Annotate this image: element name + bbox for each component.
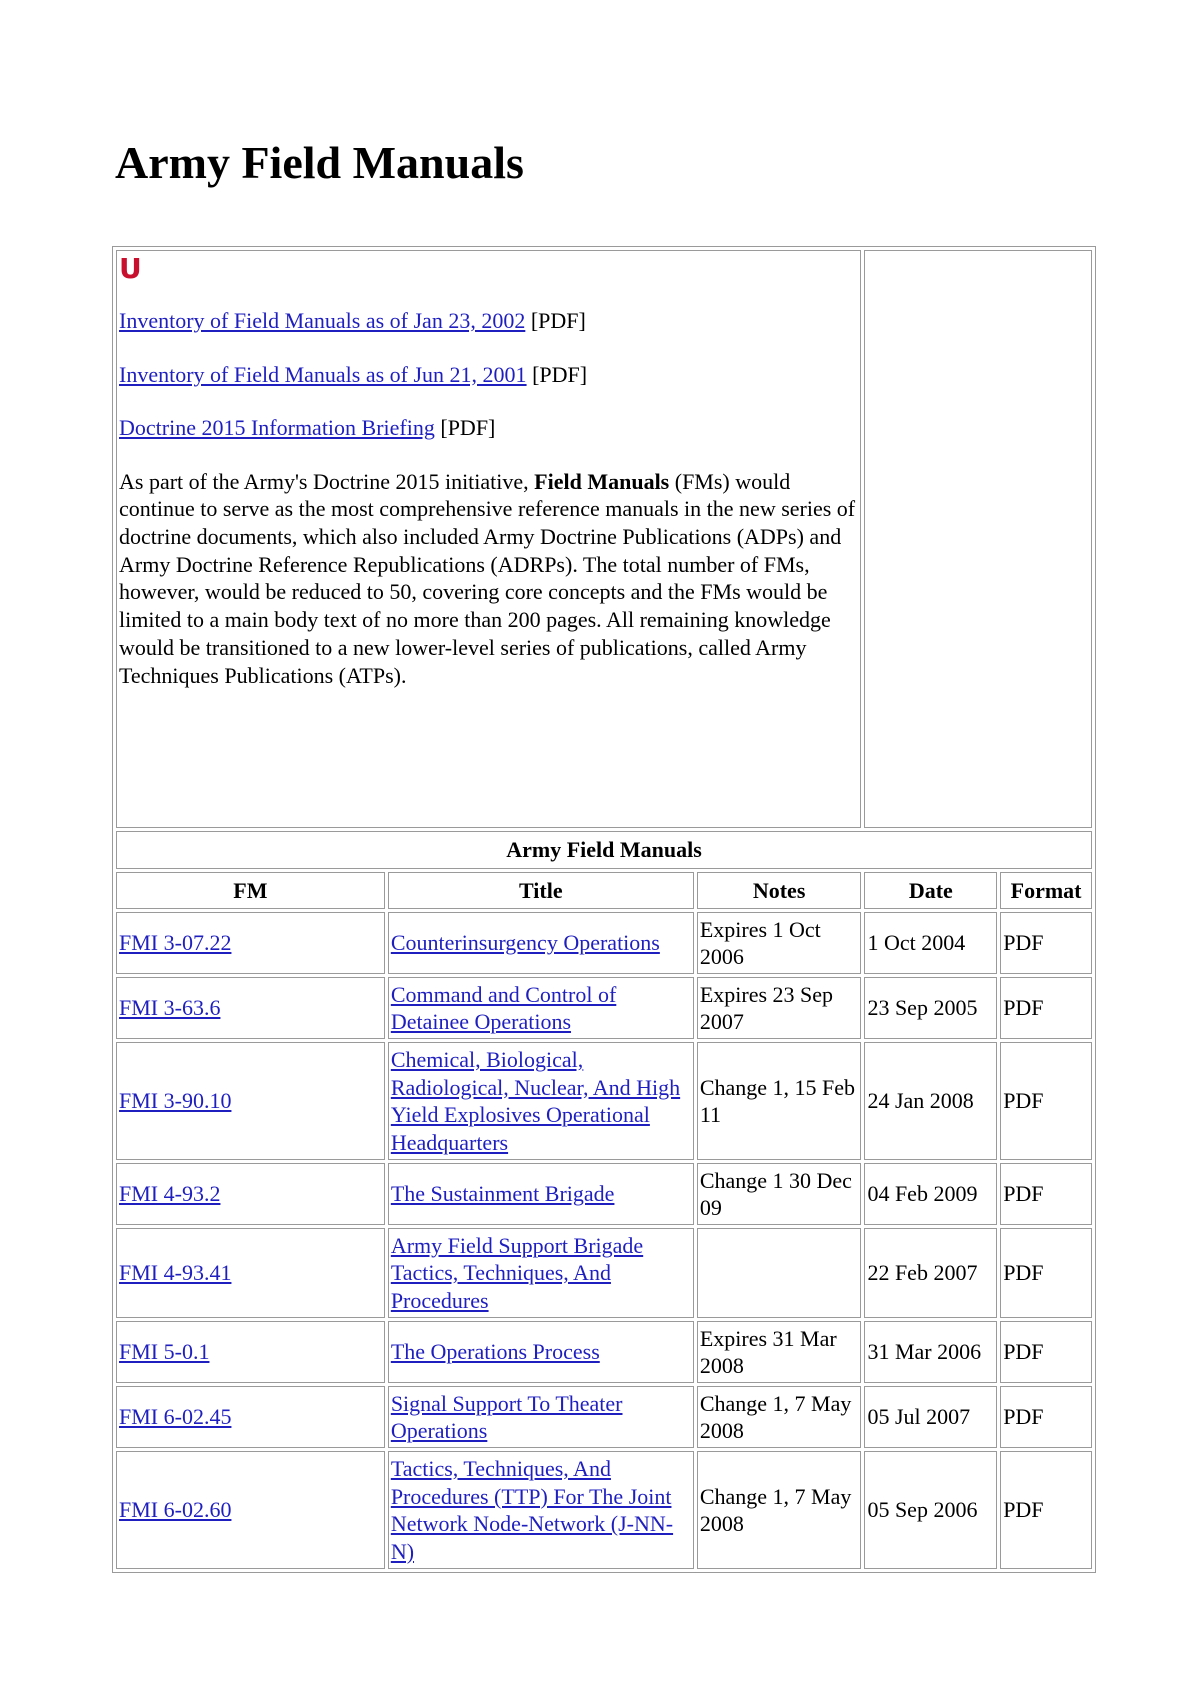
fm-link[interactable]: FMI 5-0.1: [119, 1339, 210, 1365]
doctrine-briefing-link[interactable]: Doctrine 2015 Information Briefing: [119, 415, 435, 440]
fm-link[interactable]: FMI 3-90.10: [119, 1088, 232, 1114]
date-cell: 04 Feb 2009: [864, 1163, 997, 1225]
fm-cell: [116, 1451, 385, 1569]
title-link[interactable]: Counterinsurgency Operations: [390, 930, 660, 956]
format-cell: PDF: [1000, 977, 1092, 1039]
fm-link[interactable]: FMI 4-93.2: [119, 1181, 221, 1207]
inventory-2002-link[interactable]: Inventory of Field Manuals as of Jan 23, 2002: [119, 308, 526, 333]
format-cell: PDF: [1000, 912, 1092, 974]
title-cell: [388, 1163, 694, 1225]
pdf-tag: [PDF]: [434, 415, 496, 440]
table-row: [116, 977, 1092, 1039]
date-cell: 24 Jan 2008: [864, 1042, 997, 1160]
table-caption: Army Field Manuals: [116, 831, 1092, 869]
date-cell: 05 Jul 2007: [864, 1386, 997, 1448]
format-cell: PDF: [1000, 1228, 1092, 1318]
field-manuals-table: [112, 246, 1096, 1573]
notes-cell: Change 1, 15 Feb 11: [697, 1042, 862, 1160]
fm-cell: [116, 1321, 385, 1383]
column-header-format: Format: [1000, 872, 1092, 910]
intro-row: [116, 250, 1092, 828]
intro-cell: [116, 250, 861, 828]
table-row: [116, 1228, 1092, 1318]
table-row: [116, 1386, 1092, 1448]
table-header-row: [116, 872, 1092, 910]
doctrine-briefing-item: [119, 414, 858, 442]
date-cell: 22 Feb 2007: [864, 1228, 997, 1318]
title-cell: [388, 1042, 694, 1160]
date-cell: 05 Sep 2006: [864, 1451, 997, 1569]
notes-cell: Expires 31 Mar 2008: [697, 1321, 862, 1383]
pdf-tag: [PDF]: [525, 308, 586, 333]
table-row: [116, 912, 1092, 974]
notes-cell: Expires 1 Oct 2006: [697, 912, 862, 974]
doctrine-description: [119, 468, 858, 690]
title-link[interactable]: The Sustainment Brigade: [390, 1181, 615, 1207]
empty-side-cell: [864, 250, 1092, 828]
title-cell: [388, 977, 694, 1039]
fm-cell: [116, 977, 385, 1039]
format-cell: PDF: [1000, 1163, 1092, 1225]
page-title: Army Field Manuals: [115, 137, 524, 188]
fm-link[interactable]: FMI 6-02.45: [119, 1404, 232, 1430]
title-link[interactable]: Command and Control of Detainee Operations: [390, 981, 617, 1034]
date-cell: 23 Sep 2005: [864, 977, 997, 1039]
format-cell: PDF: [1000, 1386, 1092, 1448]
title-cell: [388, 912, 694, 974]
title-cell: [388, 1321, 694, 1383]
format-cell: PDF: [1000, 1042, 1092, 1160]
title-link[interactable]: The Operations Process: [390, 1339, 600, 1365]
inventory-2001-item: [119, 361, 858, 389]
format-cell: PDF: [1000, 1451, 1092, 1569]
description-bold-term: Field Manuals: [534, 468, 670, 494]
fm-link[interactable]: FMI 6-02.60: [119, 1497, 232, 1523]
description-lead: As part of the Army's Doctrine 2015 initiative,: [119, 468, 535, 494]
title-link[interactable]: Tactics, Techniques, And Procedures (TTP) For The Joint Network Node-Network (J-NN-N): [390, 1456, 674, 1564]
inventory-2001-link[interactable]: Inventory of Field Manuals as of Jun 21, 2001: [119, 361, 527, 387]
notes-cell: Change 1, 7 May 2008: [697, 1386, 862, 1448]
notes-cell: Change 1 30 Dec 09: [697, 1163, 862, 1225]
table-row: [116, 1321, 1092, 1383]
title-cell: [388, 1228, 694, 1318]
title-cell: [388, 1451, 694, 1569]
title-link[interactable]: Signal Support To Theater Operations: [390, 1390, 623, 1443]
fm-cell: [116, 1042, 385, 1160]
fm-cell: [116, 1386, 385, 1448]
fm-link[interactable]: FMI 3-07.22: [119, 930, 232, 956]
notes-cell: [697, 1228, 862, 1318]
notes-cell: Change 1, 7 May 2008: [697, 1451, 862, 1569]
fm-cell: [116, 1228, 385, 1318]
table-caption-row: [116, 831, 1092, 869]
table-row: [116, 1451, 1092, 1569]
table-row: [116, 1042, 1092, 1160]
u-logo-icon: U: [119, 252, 142, 285]
date-cell: 1 Oct 2004: [864, 912, 997, 974]
date-cell: 31 Mar 2006: [864, 1321, 997, 1383]
column-header-notes: Notes: [697, 872, 862, 910]
description-body: (FMs) would continue to serve as the most comprehensive reference manuals in the new series of doctrine documents, which also included Army Doctrine Publications (ADPs) and Army Doctrine Reference Republications (ADRPs). The total number of FMs, however, would be reduced to 50, covering core concepts and the FMs would be limited to a main body text of no more than 200 pages. All remaining knowledge would be transitioned to a new lower-level series of publications, called Army Techniques Publications (ATPs).: [119, 468, 856, 688]
fm-cell: [116, 912, 385, 974]
table-row: [116, 1163, 1092, 1225]
column-header-date: Date: [864, 872, 997, 910]
notes-cell: Expires 23 Sep 2007: [697, 977, 862, 1039]
column-header-fm: FM: [116, 872, 385, 910]
inventory-2002-item: [119, 307, 858, 335]
title-link[interactable]: Army Field Support Brigade Tactics, Techniques, And Procedures: [390, 1232, 644, 1313]
title-link[interactable]: Chemical, Biological, Radiological, Nuclear, And High Yield Explosives Operational Headquarters: [390, 1047, 681, 1155]
fm-link[interactable]: FMI 4-93.41: [119, 1260, 232, 1286]
column-header-title: Title: [388, 872, 694, 910]
format-cell: PDF: [1000, 1321, 1092, 1383]
pdf-tag: [PDF]: [526, 361, 588, 387]
title-cell: [388, 1386, 694, 1448]
fm-cell: [116, 1163, 385, 1225]
fm-link[interactable]: FMI 3-63.6: [119, 995, 221, 1021]
